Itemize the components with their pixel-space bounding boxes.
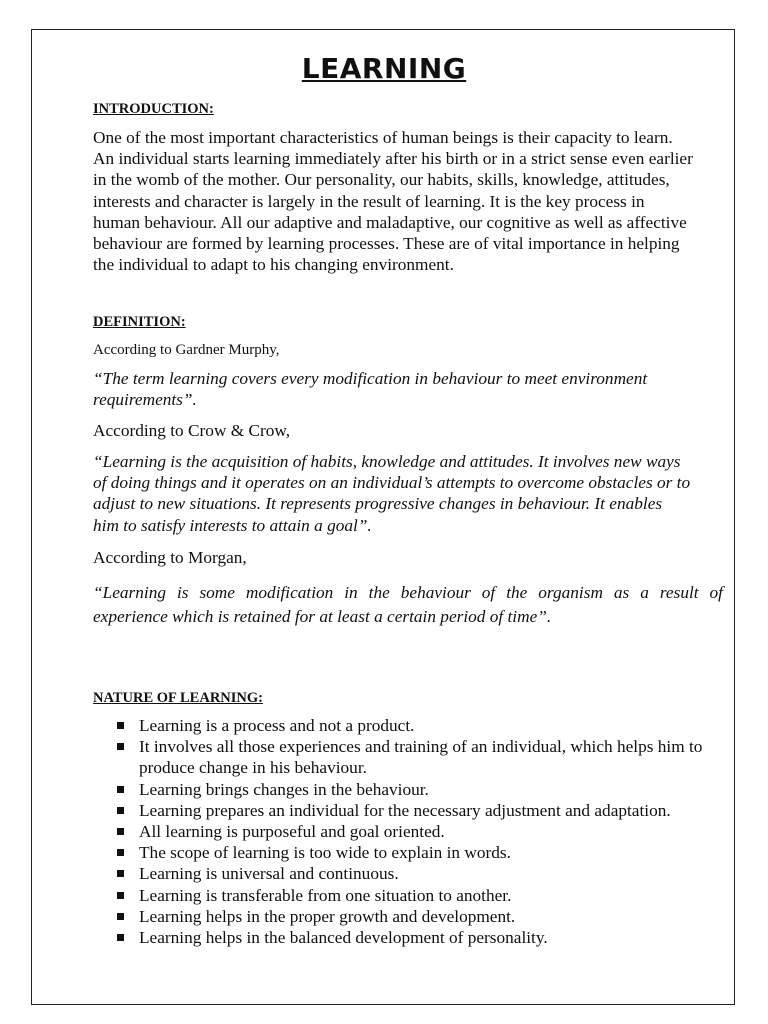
introduction-line: An individual starts learning immediately after his birth or in a strict sense even earlier (93, 149, 693, 169)
murphy-quote-line: “The term learning covers every modification in behaviour to meet environment (93, 369, 648, 388)
bullet-icon (117, 934, 124, 941)
crow-quote-line: of doing things and it operates on an individual’s attempts to overcome obstacles or to (93, 473, 691, 493)
morgan-attribution: According to Morgan, (93, 548, 247, 567)
bullet-icon (117, 786, 124, 793)
murphy-quote (93, 368, 723, 410)
morgan-quote-line: “Learning is some modification in the behaviour of the organism as a result of (93, 583, 723, 602)
nature-list-item: Learning is universal and continuous. (93, 863, 723, 884)
introduction-paragraph (93, 127, 723, 275)
nature-list-item: Learning brings changes in the behaviour. (93, 779, 723, 800)
introduction-line: behaviour are formed by learning processes. These are of vital importance in helping (93, 234, 680, 254)
nature-list-item: Learning is transferable from one situation to another. (93, 885, 723, 906)
nature-list-item: It involves all those experiences and training of an individual, which helps him to produce change in his behaviour. (93, 736, 723, 778)
nature-list-item: All learning is purposeful and goal oriented. (93, 821, 723, 842)
crow-attribution: According to Crow & Crow, (93, 421, 291, 440)
nature-list-item: Learning helps in the balanced development of personality. (93, 927, 723, 948)
crow-quote-line: him to satisfy interests to attain a goal”. (93, 515, 372, 535)
definition-heading: DEFINITION: (93, 314, 186, 330)
document-title: LEARNING (301, 52, 467, 85)
introduction-heading: INTRODUCTION: (93, 101, 214, 117)
crow-quote-line: adjust to new situations. It represents progressive changes in behaviour. It enables (93, 494, 663, 514)
murphy-attribution: According to Gardner Murphy, (93, 342, 280, 358)
bullet-icon (117, 892, 124, 899)
nature-list (93, 715, 723, 948)
crow-quote (93, 451, 723, 536)
introduction-line: in the womb of the mother. Our personality, our habits, skills, knowledge, attitudes, (93, 170, 670, 190)
nature-list-item: Learning is a process and not a product. (93, 715, 723, 736)
bullet-icon (117, 807, 124, 814)
bullet-icon (117, 743, 124, 750)
bullet-icon (117, 828, 124, 835)
nature-list-item: The scope of learning is too wide to explain in words. (93, 842, 723, 863)
nature-list-item: Learning prepares an individual for the necessary adjustment and adaptation. (93, 800, 723, 821)
nature-list-item: Learning helps in the proper growth and development. (93, 906, 723, 927)
murphy-quote-line: requirements”. (93, 390, 197, 410)
morgan-quote-line: experience which is retained for at least a certain period of time”. (93, 607, 552, 626)
nature-heading: NATURE OF LEARNING: (93, 690, 263, 706)
crow-quote-line: “Learning is the acquisition of habits, knowledge and attitudes. It involves new ways (93, 452, 681, 471)
bullet-icon (117, 913, 124, 920)
bullet-icon (117, 722, 124, 729)
introduction-line: interests and character is largely in the result of learning. It is the key process in (93, 191, 645, 211)
bullet-icon (117, 849, 124, 856)
introduction-line: the individual to adapt to his changing environment. (93, 255, 454, 275)
introduction-line: One of the most important characteristics of human beings is their capacity to learn. (93, 128, 673, 147)
introduction-line: human behaviour. All our adaptive and maladaptive, our cognitive as well as affective (93, 212, 687, 232)
bullet-icon (117, 870, 124, 877)
morgan-quote (93, 581, 723, 629)
